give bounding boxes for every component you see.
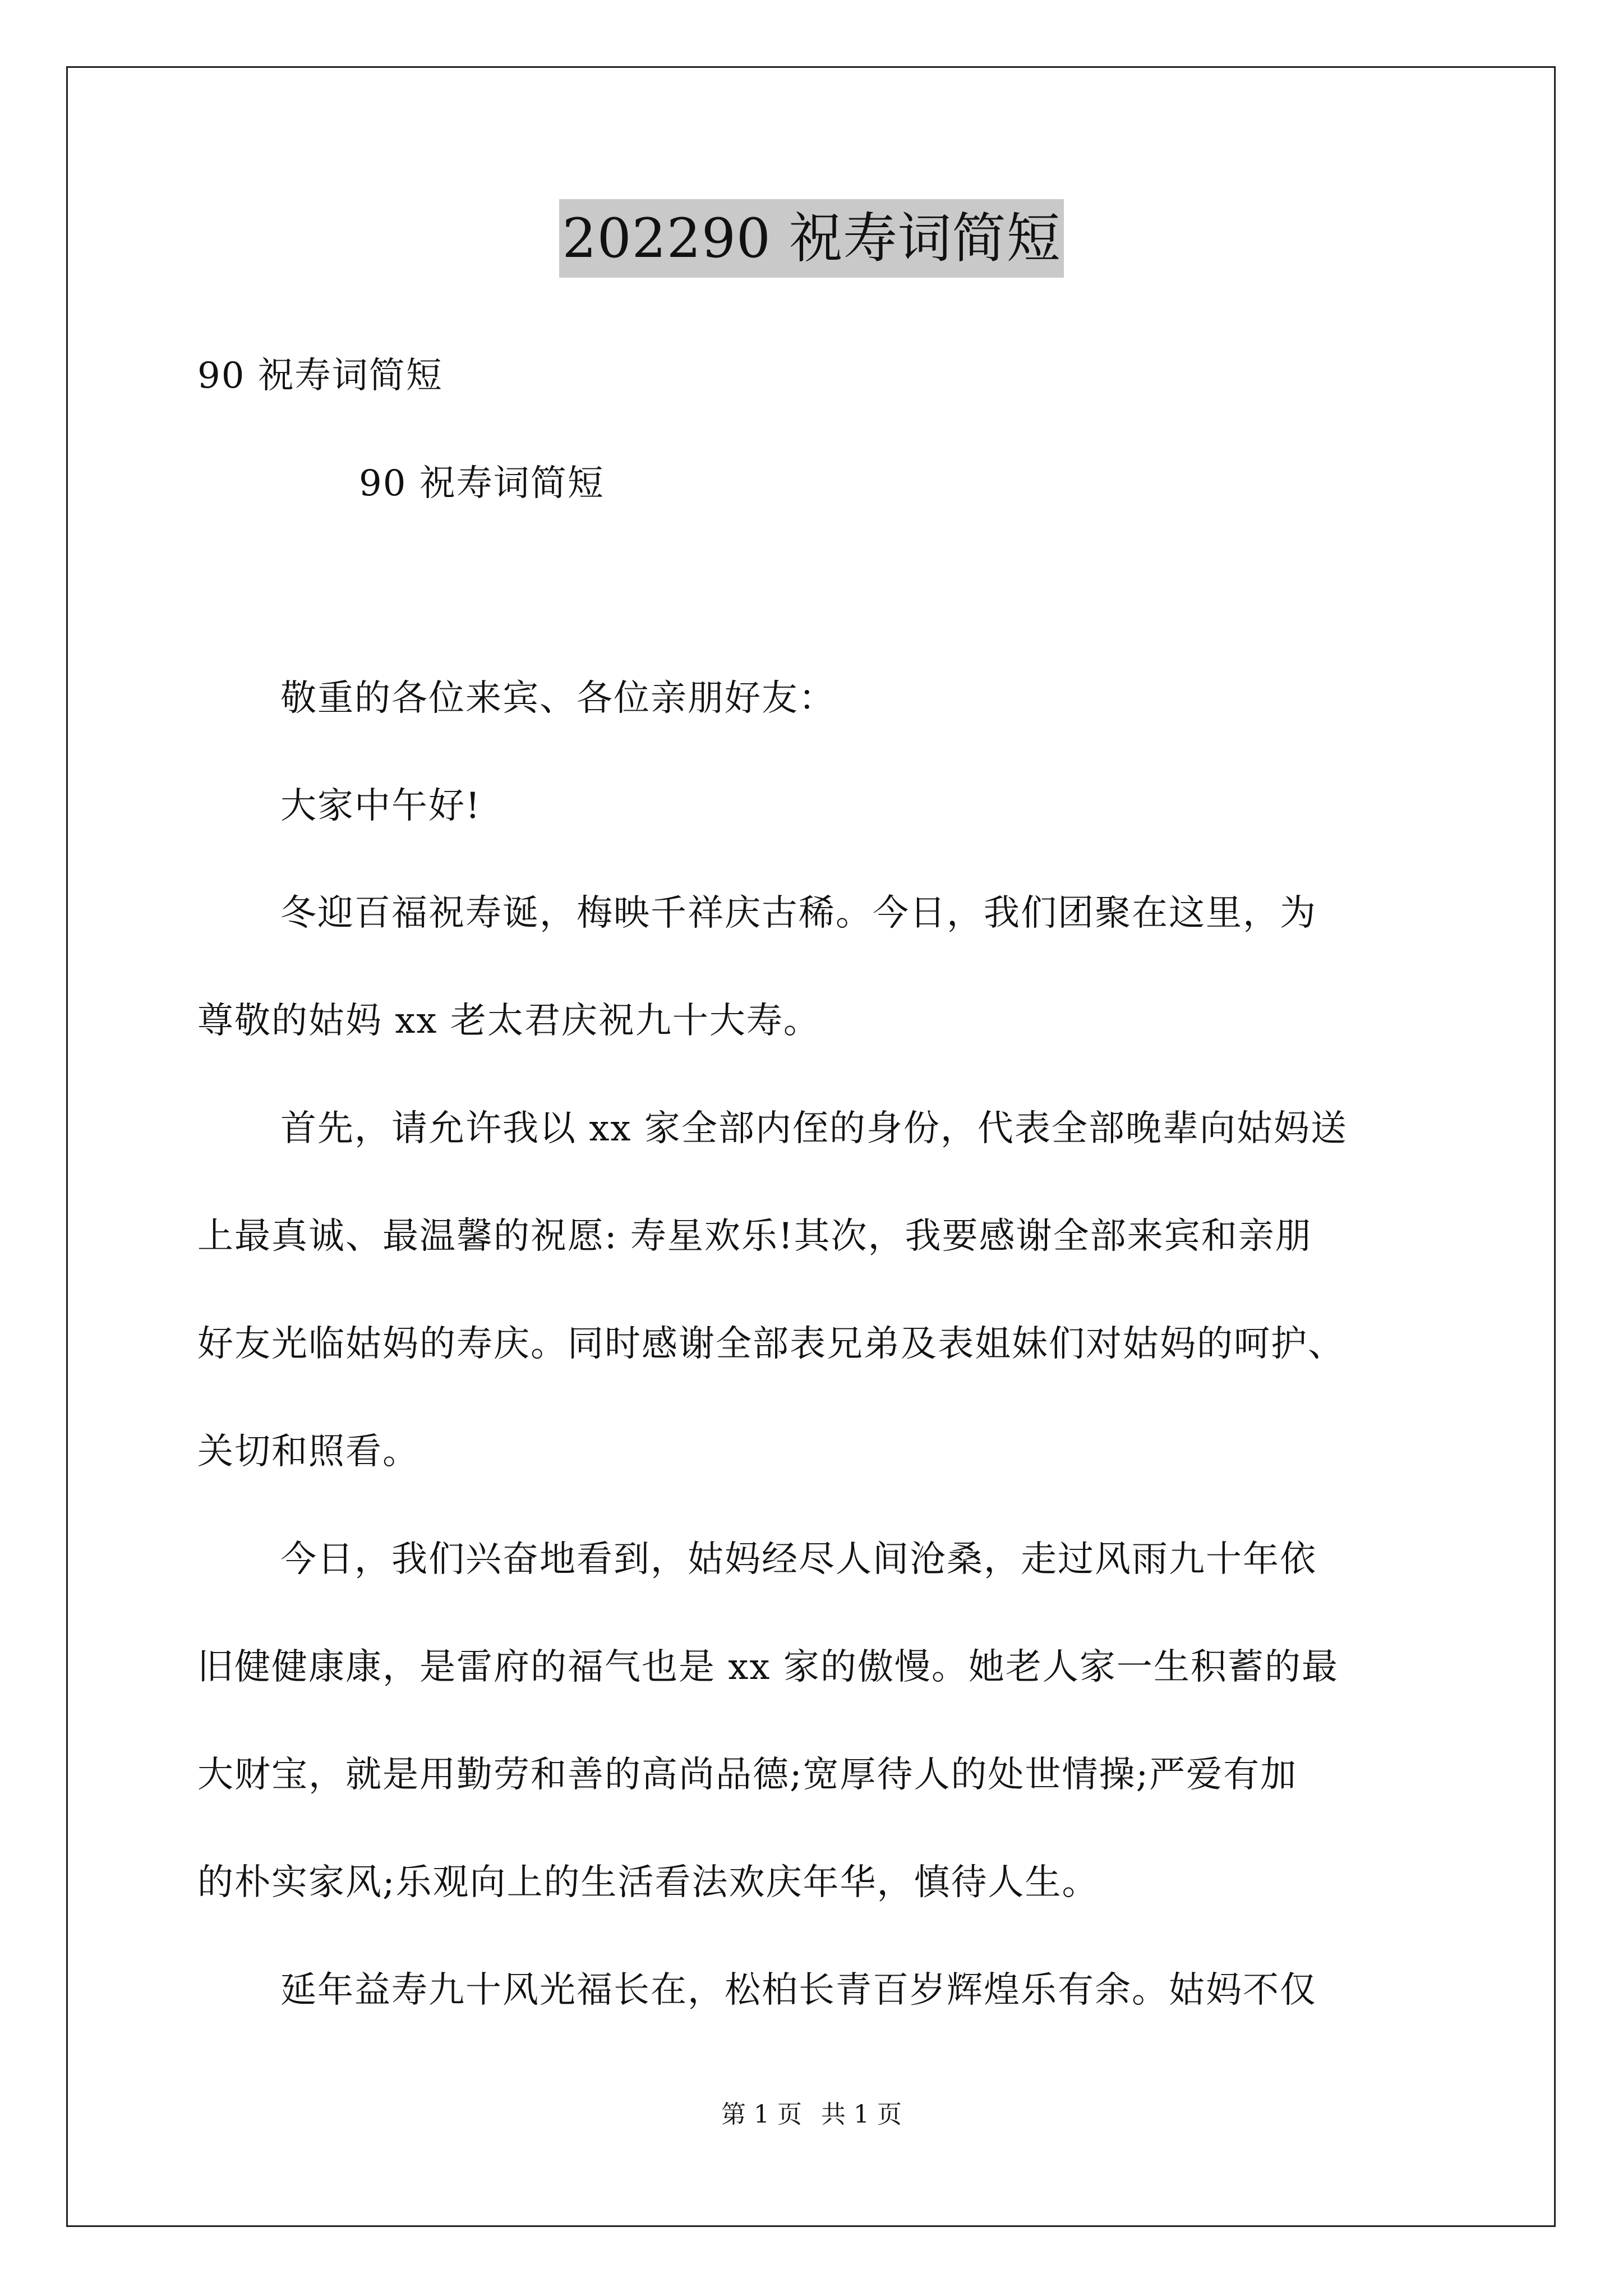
subtitle-indented: 90 祝寿词简短 — [359, 463, 605, 504]
page-footer — [0, 2098, 1623, 2132]
body-line: 关切和照看。 — [197, 1431, 419, 1473]
document-title: 202290 祝寿词简短 — [559, 199, 1064, 278]
title-container — [0, 199, 1623, 278]
body-line: 大家中午好! — [280, 785, 481, 827]
body-line: 尊敬的姑妈 xx 老太君庆祝九十大寿。 — [197, 1000, 820, 1042]
body-line: 大财宝，就是用勤劳和善的高尚品德;宽厚待人的处世情操;严爱有加 — [197, 1754, 1298, 1796]
body-line: 上最真诚、最温馨的祝愿: 寿星欢乐!其次，我要感谢全部来宾和亲朋 — [197, 1216, 1312, 1257]
body-line: 今日，我们兴奋地看到，姑妈经尽人间沧桑，走过风雨九十年依 — [280, 1539, 1317, 1580]
body-line: 的朴实家风;乐观向上的生活看法欢庆年华，慎待人生。 — [197, 1862, 1099, 1903]
body-line: 敬重的各位来宾、各位亲朋好友： — [280, 678, 836, 719]
body-line: 旧健健康康，是雷府的福气也是 xx 家的傲慢。她老人家一生积蓄的最 — [197, 1646, 1339, 1688]
page-number: 第 1 页 — [721, 2100, 802, 2129]
page-total: 共 1 页 — [821, 2100, 902, 2129]
body-line: 延年益寿九十风光福长在，松柏长青百岁辉煌乐有余。姑妈不仅 — [280, 1970, 1317, 2011]
body-line: 好友光临姑妈的寿庆。同时感谢全部表兄弟及表姐妹们对姑妈的呵护、 — [197, 1323, 1345, 1365]
body-line: 首先，请允许我以 xx 家全部内侄的身份，代表全部晚辈向姑妈送 — [280, 1108, 1348, 1149]
body-line: 冬迎百福祝寿诞，梅映千祥庆古稀。今日，我们团聚在这里，为 — [280, 892, 1317, 934]
subtitle: 90 祝寿词简短 — [197, 355, 443, 397]
